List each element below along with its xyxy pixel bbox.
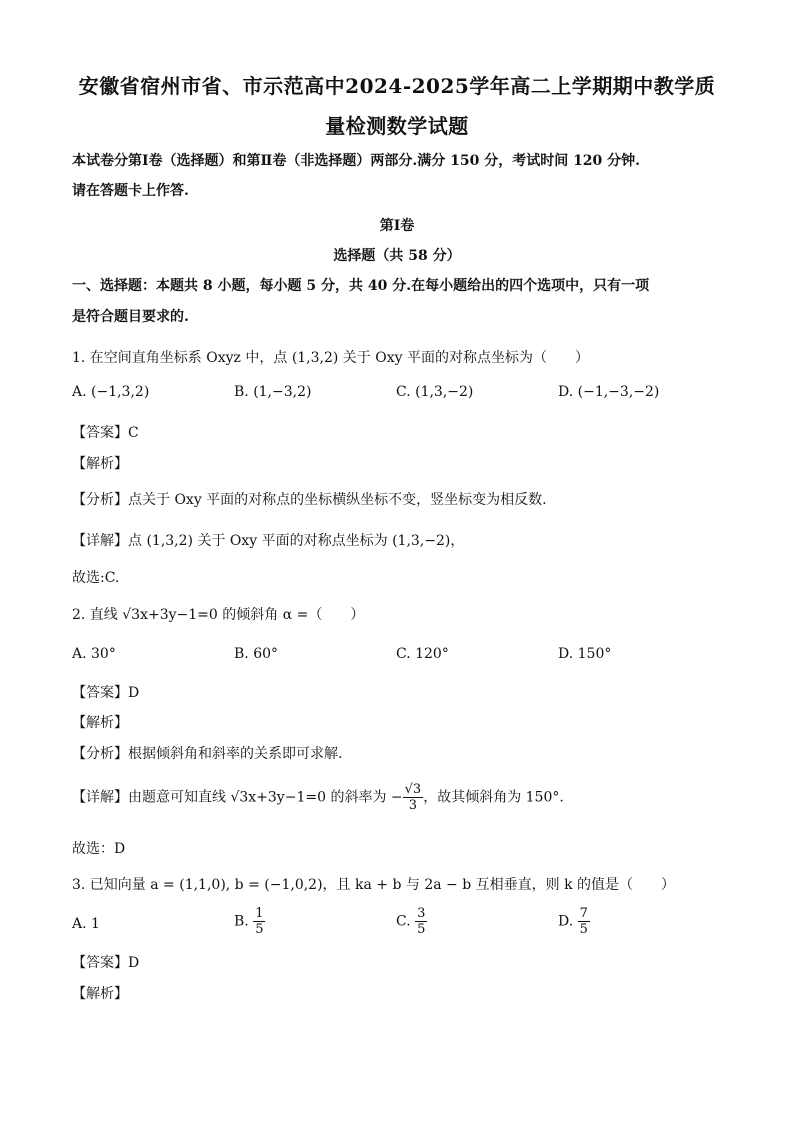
- q1-stem: 1. 在空间直角坐标系 Oxyz 中，点 (1,3,2) 关于 Oxy 平面的对称点坐标为（ ）: [72, 350, 589, 366]
- q3-option-b-fraction: [253, 906, 265, 937]
- q3-option-b-numerator: 1: [255, 906, 264, 921]
- q2-detail-prefix: 【详解】由题意可知直线 √3x+3y−1=0 的斜率为 −: [72, 789, 403, 806]
- document-title-line-2: 量检测数学试题: [325, 114, 469, 138]
- q3-option-c-label: C.: [396, 913, 411, 930]
- q3-option-a: A. 1: [72, 916, 100, 932]
- q3-option-d: [558, 906, 590, 937]
- q2-detail-suffix: ，故其倾斜角为 150°.: [423, 789, 564, 806]
- q3-option-b: [234, 906, 265, 937]
- q1-detail: 【详解】点 (1,3,2) 关于 Oxy 平面的对称点坐标为 (1,3,−2)，: [72, 533, 465, 549]
- q3-option-c-denominator: 5: [417, 922, 426, 937]
- q3-answer: 【答案】D: [72, 955, 140, 971]
- q3-option-d-denominator: 5: [579, 922, 588, 937]
- q3-analysis-label: 【解析】: [72, 986, 128, 1002]
- q2-slope-denominator: 3: [408, 798, 418, 813]
- document-title-line-1: 安徽省宿州市省、市示范高中2024-2025学年高二上学期期中教学质: [78, 74, 716, 98]
- section-instruction-1: 一、选择题：本题共 8 小题，每小题 5 分，共 40 分.在每小题给出的四个选项中，只有一项: [72, 278, 650, 294]
- volume-heading: 第Ⅰ卷: [379, 218, 415, 234]
- q1-analysis-label: 【解析】: [72, 456, 128, 472]
- intro-line-1: 本试卷分第Ⅰ卷（选择题）和第Ⅱ卷（非选择题）两部分.满分 150 分，考试时间 120 分钟.: [72, 153, 641, 169]
- q2-answer: 【答案】D: [72, 685, 140, 701]
- q1-option-a: A. (−1,3,2): [72, 384, 150, 400]
- q2-slope-numerator: √3: [404, 782, 422, 797]
- q2-option-b: B. 60°: [234, 646, 279, 662]
- q2-stem: 2. 直线 √3x+3y−1=0 的倾斜角 α =（ ）: [72, 607, 365, 623]
- q1-option-b: B. (1,−3,2): [234, 384, 312, 400]
- q2-option-c: C. 120°: [396, 646, 449, 662]
- q3-option-d-numerator: 7: [579, 906, 588, 921]
- q1-fenxi: 【分析】点关于 Oxy 平面的对称点的坐标横纵坐标不变，竖坐标变为相反数.: [72, 492, 547, 508]
- section-instruction-2: 是符合题目要求的.: [72, 309, 189, 325]
- q3-option-d-label: D.: [558, 913, 574, 930]
- q3-option-c-fraction: [415, 906, 427, 937]
- q3-option-b-label: B.: [234, 913, 249, 930]
- q3-option-c-numerator: 3: [417, 906, 426, 921]
- q3-option-b-denominator: 5: [255, 922, 264, 937]
- q2-detail: [72, 782, 564, 813]
- q3-stem: 3. 已知向量 a = (1,1,0), b = (−1,0,2)，且 ka + b 与 2a − b 互相垂直，则 k 的值是（ ）: [72, 877, 676, 893]
- intro-line-2: 请在答题卡上作答.: [72, 183, 189, 199]
- q3-option-d-fraction: [578, 906, 590, 937]
- q3-option-c: [396, 906, 427, 937]
- q1-answer: 【答案】C: [72, 425, 139, 441]
- section-heading: 选择题（共 58 分）: [333, 248, 461, 264]
- q1-conclusion: 故选:C.: [72, 570, 120, 586]
- q2-fenxi: 【分析】根据倾斜角和斜率的关系即可求解.: [72, 746, 343, 762]
- q2-slope-fraction: [403, 782, 424, 813]
- q2-conclusion: 故选：D: [72, 841, 126, 857]
- q1-option-c: C. (1,3,−2): [396, 384, 474, 400]
- q1-option-d: D. (−1,−3,−2): [558, 384, 660, 400]
- q2-option-a: A. 30°: [72, 646, 116, 662]
- q2-analysis-label: 【解析】: [72, 715, 128, 731]
- q2-option-d: D. 150°: [558, 646, 612, 662]
